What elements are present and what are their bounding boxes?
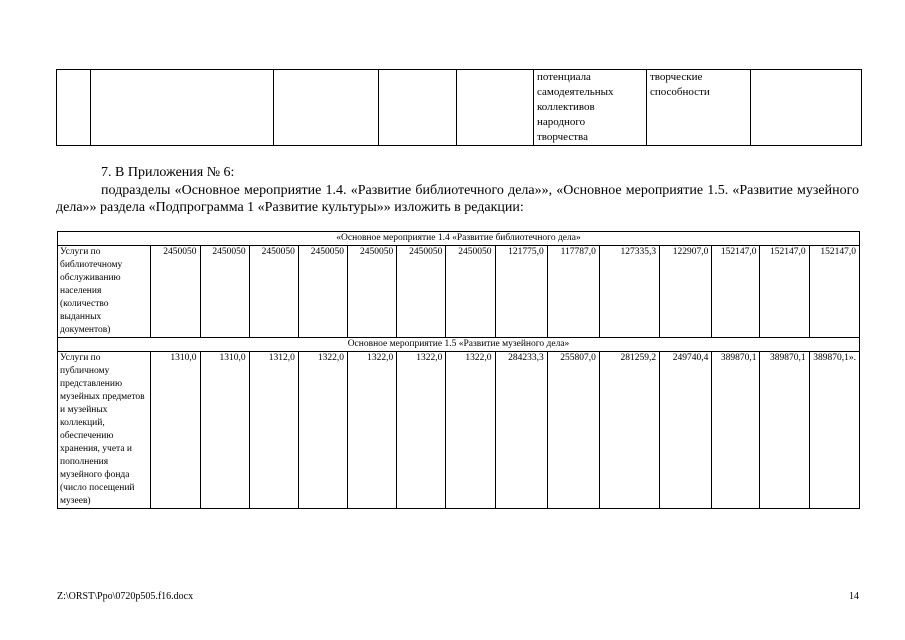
footer-page-number: 14 xyxy=(849,591,859,602)
section-title: «Основное мероприятие 1.4 «Развитие библиотечного дела» xyxy=(58,232,860,246)
value-cell: 122907,0 xyxy=(660,246,712,338)
value-cell: 389870,1». xyxy=(809,352,859,509)
table-cell xyxy=(751,70,862,146)
value-cell: 1322,0 xyxy=(348,352,397,509)
continued-table xyxy=(56,69,862,146)
value-cell: 127335,3 xyxy=(599,246,659,338)
indicators-table xyxy=(57,231,860,509)
value-cell: 2450050 xyxy=(397,246,446,338)
cell-line: творчества xyxy=(537,131,588,143)
section-title: Основное мероприятие 1.5 «Развитие музейного дела» xyxy=(58,338,860,352)
value-cell: 1322,0 xyxy=(446,352,495,509)
cell-line: коллективов xyxy=(537,101,595,113)
value-cell: 2450050 xyxy=(151,246,200,338)
table-cell xyxy=(647,70,751,146)
section-title-row xyxy=(58,338,860,352)
row-label: Услуги по библиотечному обслуживанию населения (количество выданных документов) xyxy=(58,246,151,338)
cell-line: способности xyxy=(650,86,710,98)
section-title-row xyxy=(58,232,860,246)
paragraph-body-text: подразделы «Основное мероприятие 1.4. «Развитие библиотечного дела»», «Основное мероприятие 1.5. «Развитие музейного дела»» раздела «Подпрограмма 1 «Развитие культуры»» изложить в редакции: xyxy=(56,183,859,215)
value-cell: 389870,1 xyxy=(712,352,760,509)
value-cell: 284233,3 xyxy=(495,352,547,509)
paragraph-heading: 7. В Приложения № 6: xyxy=(101,165,235,180)
value-cell: 1310,0 xyxy=(151,352,200,509)
cell-line: народного xyxy=(537,116,586,128)
table-row xyxy=(57,70,862,146)
value-cell: 152147,0 xyxy=(712,246,760,338)
value-cell: 2450050 xyxy=(446,246,495,338)
value-cell: 2450050 xyxy=(348,246,397,338)
value-cell: 152147,0 xyxy=(809,246,859,338)
value-cell: 117787,0 xyxy=(547,246,599,338)
value-cell: 389870,1 xyxy=(760,352,809,509)
table-cell xyxy=(379,70,457,146)
paragraph-body xyxy=(56,182,859,216)
value-cell: 2450050 xyxy=(298,246,347,338)
table-cell xyxy=(534,70,647,146)
table-row xyxy=(58,352,860,509)
value-cell: 1312,0 xyxy=(249,352,298,509)
cell-line: творческие xyxy=(650,71,703,83)
value-cell: 152147,0 xyxy=(760,246,809,338)
value-cell: 121775,0 xyxy=(495,246,547,338)
value-cell: 281259,2 xyxy=(599,352,659,509)
table-row xyxy=(58,246,860,338)
row-label: Услуги по публичному представлению музейных предметов и музейных коллекций, обеспечению хранения, учета и пополнения музейного фонда (число посещений музеев) xyxy=(58,352,151,509)
footer-file-path: Z:\ORST\Ppo\0720p505.f16.docx xyxy=(57,591,194,602)
table-cell xyxy=(91,70,274,146)
table-cell xyxy=(274,70,379,146)
value-cell: 249740,4 xyxy=(660,352,712,509)
cell-line: самодеятельных xyxy=(537,86,614,98)
table-cell xyxy=(457,70,534,146)
value-cell: 1310,0 xyxy=(200,352,249,509)
cell-line: потенциала xyxy=(537,71,591,83)
value-cell: 2450050 xyxy=(200,246,249,338)
value-cell: 1322,0 xyxy=(397,352,446,509)
value-cell: 255807,0 xyxy=(547,352,599,509)
value-cell: 2450050 xyxy=(249,246,298,338)
value-cell: 1322,0 xyxy=(298,352,347,509)
table-cell xyxy=(57,70,91,146)
